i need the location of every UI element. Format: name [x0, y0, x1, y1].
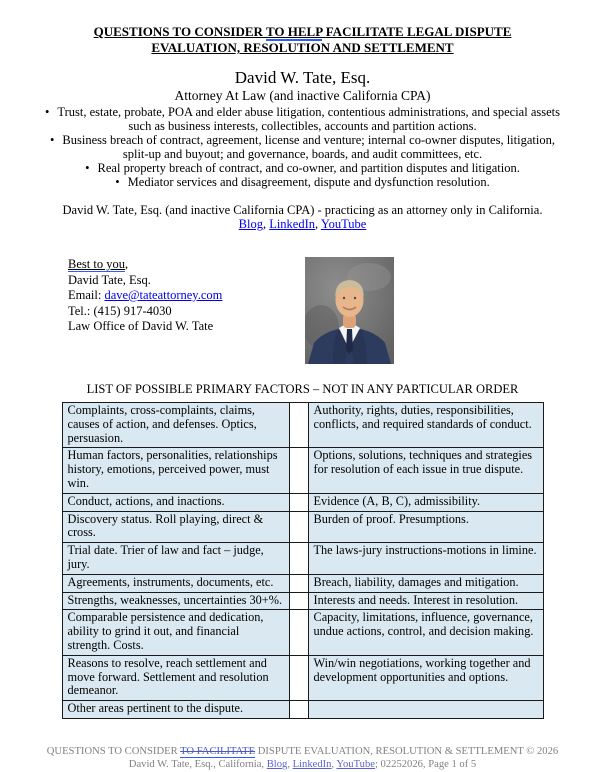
practice-note: David W. Tate, Esq. (and inactive California CPA) - practicing as an attorney only in California. — [62, 203, 543, 217]
portrait-photo — [305, 257, 394, 364]
linkedin-link[interactable]: LinkedIn — [269, 217, 316, 231]
link-separator: , — [287, 759, 293, 771]
table-gap-cell — [289, 592, 308, 610]
youtube-link[interactable]: YouTube — [320, 217, 367, 231]
factor-cell-right — [308, 701, 543, 719]
factor-cell-left: Trial date. Trier of law and fact – judge, jury. — [62, 543, 289, 575]
table-row — [62, 610, 543, 655]
attorney-name-heading: David W. Tate, Esq. — [234, 68, 371, 87]
footer-part-1: QUESTIONS TO CONSIDER — [46, 745, 178, 757]
factor-cell-left: Other areas pertinent to the dispute. — [62, 701, 289, 719]
factor-cell-right: Options, solutions, techniques and strategies for resolution of each issue in true dispute. — [308, 448, 543, 493]
link-separator: , — [315, 217, 321, 231]
table-row — [62, 592, 543, 610]
footer-line2-prefix: David W. Tate, Esq., California, — [128, 759, 267, 771]
factor-cell-left: Complaints, cross-complaints, claims, causes of action, and defenses. Optics, persuasion. — [62, 403, 289, 448]
factor-cell-right: Interests and needs. Interest in resolution. — [308, 592, 543, 610]
factor-cell-right: Capacity, limitations, influence, governance, undue actions, control, and decision making. — [308, 610, 543, 655]
tie — [346, 329, 353, 354]
table-gap-cell — [289, 403, 308, 448]
attorney-subtitle: Attorney At Law (and inactive California CPA) — [174, 88, 431, 103]
profile-links — [34, 217, 571, 231]
bullet-icon: • — [115, 175, 120, 189]
factor-cell-left: Reasons to resolve, reach settlement and move forward. Settlement and resolution demeanor. — [62, 655, 289, 700]
table-gap-cell — [289, 610, 308, 655]
table-row — [62, 403, 543, 448]
footer-line-1 — [34, 745, 571, 759]
practice-bullets — [43, 105, 563, 189]
factors-table-caption: LIST OF POSSIBLE PRIMARY FACTORS – NOT IN ANY PARTICULAR ORDER — [86, 382, 519, 396]
document-title — [34, 24, 571, 56]
factors-table — [62, 402, 544, 719]
bullet-item — [43, 133, 563, 161]
footer-links — [267, 759, 375, 770]
link-separator: , — [331, 759, 337, 771]
title-line-1 — [34, 24, 571, 40]
factor-cell-right: Evidence (A, B, C), admissibility. — [308, 493, 543, 511]
table-row — [62, 493, 543, 511]
table-row — [62, 655, 543, 700]
blog-link[interactable]: Blog — [266, 759, 288, 771]
contact-name: David Tate, Esq. — [68, 272, 151, 287]
factor-cell-right: The laws-jury instructions-motions in limine. — [308, 543, 543, 575]
linkedin-link[interactable]: LinkedIn — [292, 759, 332, 771]
blog-link[interactable]: Blog — [238, 217, 263, 231]
bullet-item — [43, 105, 563, 133]
table-gap-cell — [289, 493, 308, 511]
page-footer — [34, 745, 571, 772]
table-row — [62, 543, 543, 575]
contact-section — [34, 257, 571, 369]
factor-cell-left: Strengths, weaknesses, uncertainties 30+%. — [62, 592, 289, 610]
bullet-icon: • — [45, 105, 50, 119]
factors-table-body — [62, 403, 543, 719]
table-gap-cell — [289, 543, 308, 575]
footer-deleted-text: TO FACILITATE — [180, 745, 256, 757]
table-row — [62, 701, 543, 719]
factor-cell-right: Burden of proof. Presumptions. — [308, 511, 543, 543]
table-gap-cell — [289, 574, 308, 592]
factor-cell-left: Human factors, personalities, relationships history, emotions, perceived power, must win. — [62, 448, 289, 493]
youtube-link[interactable]: YouTube — [336, 759, 375, 771]
factor-cell-right: Breach, liability, damages and mitigation. — [308, 574, 543, 592]
bullet-text: Real property breach of contract, and co-owner, and partition disputes and litigation. — [97, 161, 520, 175]
bullet-item — [43, 161, 563, 175]
contact-office-line: Law Office of David W. Tate — [68, 319, 214, 333]
table-gap-cell — [289, 655, 308, 700]
title-line-2: EVALUATION, RESOLUTION AND SETTLEMENT — [151, 40, 454, 55]
contact-tel-line: Tel.: (415) 917-4030 — [68, 303, 172, 318]
bullet-icon: • — [50, 133, 55, 147]
table-row — [62, 448, 543, 493]
footer-part-2: DISPUTE EVALUATION, RESOLUTION & SETTLEMENT © 2026 — [257, 745, 559, 757]
greeting-comma: , — [124, 257, 129, 271]
bullet-text: Mediator services and disagreement, dispute and dysfunction resolution. — [127, 175, 490, 189]
table-gap-cell — [289, 448, 308, 493]
table-gap-cell — [289, 701, 308, 719]
factor-cell-right: Win/win negotiations, working together and development opportunities and options. — [308, 655, 543, 700]
factor-cell-left: Agreements, instruments, documents, etc. — [62, 574, 289, 592]
bullet-text: Trust, estate, probate, POA and elder abuse litigation, contentious administrations, and special assets such as business interests, collectibles, accounts and partition actions. — [57, 105, 560, 133]
bullet-item — [43, 175, 563, 189]
email-label: Email: — [68, 288, 102, 302]
table-row — [62, 574, 543, 592]
factor-cell-left: Discovery status. Roll playing, direct & cross. — [62, 511, 289, 543]
title-part-2: FACILITATE LEGAL DISPUTE — [325, 24, 512, 39]
title-part-1: QUESTIONS TO CONSIDER — [93, 24, 263, 39]
table-gap-cell — [289, 511, 308, 543]
footer-line-2 — [34, 758, 571, 772]
title-inserted-text: TO HELP — [265, 24, 323, 39]
email-link[interactable]: dave@tateattorney.com — [104, 288, 223, 302]
greeting-text: Best to you — [68, 257, 125, 271]
footer-line2-suffix: ; 02252026, Page 1 of 5 — [374, 759, 477, 771]
table-row — [62, 511, 543, 543]
link-separator: , — [262, 217, 270, 231]
factor-cell-right: Authority, rights, duties, responsibilities, conflicts, and required standards of conduct. — [308, 403, 543, 448]
bullet-text: Business breach of contract, agreement, license and venture; internal co-owner disputes, litigation, split-up and buyout; and governance, boards, and audit committees, etc. — [62, 133, 555, 161]
factor-cell-left: Comparable persistence and dedication, ability to grind it out, and financial strength. Costs. — [62, 610, 289, 655]
bullet-icon: • — [85, 161, 90, 175]
factor-cell-left: Conduct, actions, and inactions. — [62, 493, 289, 511]
